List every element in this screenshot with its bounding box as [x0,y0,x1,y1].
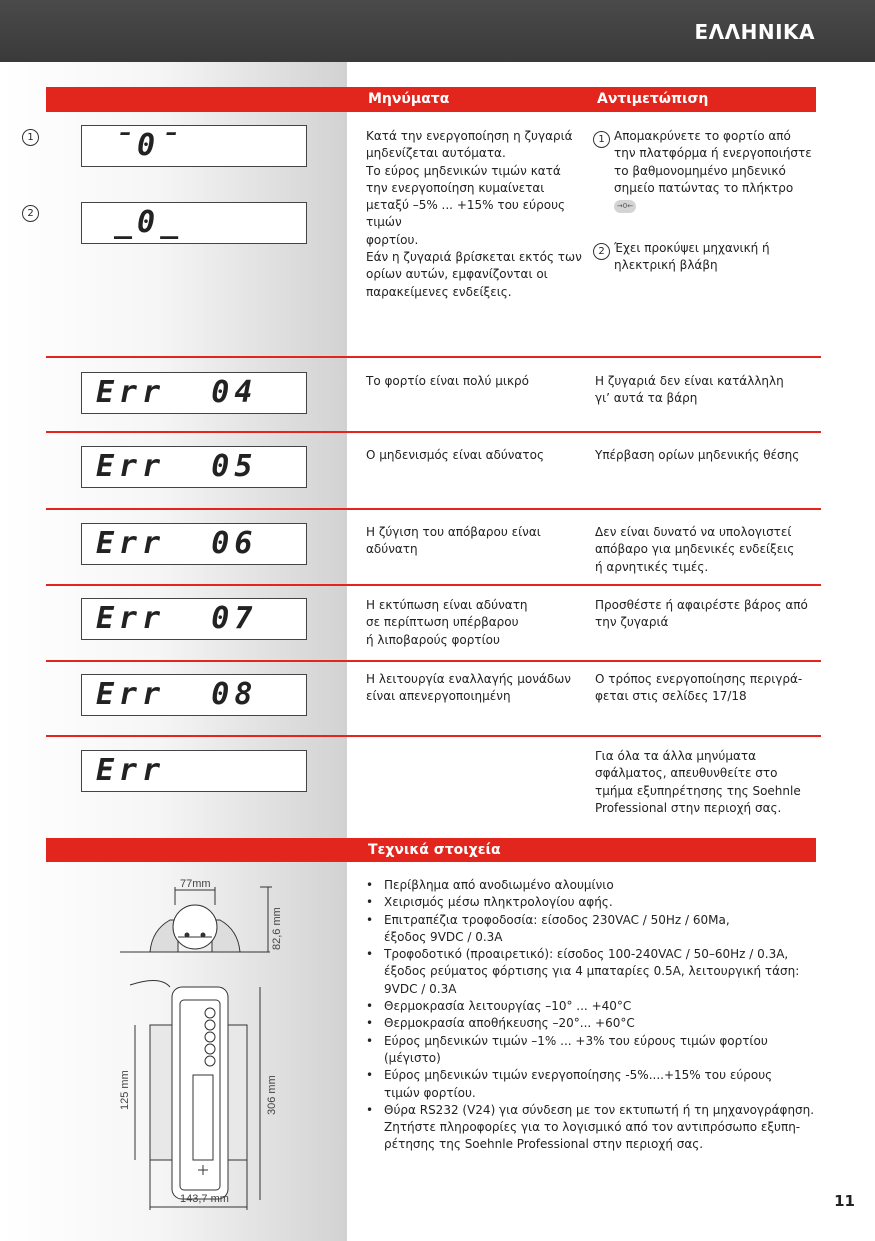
lcd-text: Err 06 [96,526,258,561]
text-line: Έχει προκύψει μηχανική ή [614,241,770,255]
err-04-remedy [595,373,820,408]
text-line: ή λιποβαρούς φορτίου [366,632,500,647]
dim-top-width: 77mm [180,878,211,890]
lcd-text: Err 08 [96,677,258,712]
err-05-remedy [595,447,820,464]
table-header-bar [46,87,816,112]
text-line: Εάν η ζυγαριά βρίσκεται εκτός των [366,250,582,265]
spec-item: • Θύρα RS232 (V24) για σύνδεση με τον εκτυπωτή ή τη μηχανογράφηση. Ζητήστε πληροφορίες για το λογισμικό από τον αντιπρόσωπο εξυπη- ρέτησης της Soehnle Professional στην περιοχή σας. [366,1102,826,1154]
lcd-text-2: _0_ [114,205,184,240]
lcd-err-generic [81,750,307,792]
col-remedy-header: Αντιμετώπιση [597,91,709,107]
remedy-marker-1: 1 [593,131,610,148]
err-06-message [366,524,586,559]
col-messages-header: Μηνύματα [368,91,450,107]
spec-item: • Επιτραπέζια τροφοδοσία: είσοδος 230VAC / 50Hz / 60Ma, έξοδος 9VDC / 0.3A [366,912,826,947]
dim-length: 306 mm [266,1075,278,1115]
text-line: μηδενίζεται αυτόματα. [366,146,506,161]
row-divider [46,508,821,510]
header-bar [0,0,875,62]
lcd-text-1: ¯0¯ [114,128,184,163]
row-divider [46,660,821,662]
text-line: την ζυγαριά [595,615,669,630]
text-line: σε περίπτωση υπέρβαρου [366,615,519,630]
text-line: την ενεργοποίηση κυμαίνεται [366,180,545,195]
err-04-message [366,373,586,390]
spec-item: • Εύρος μηδενικών τιμών ενεργοποίησης -5%....+15% του εύρους τιμών φορτίου. [366,1067,826,1102]
dim-depth: 125 mm [119,1070,131,1110]
text-line: Η λειτουργία εναλλαγής μονάδων [366,672,571,686]
spec-item: • Περίβλημα από ανοδιωμένο αλουμίνιο [366,877,826,894]
first-remedy-2 [614,240,824,275]
lcd-err-05 [81,446,307,488]
lcd-text: Err 07 [96,601,258,636]
lcd-err-08 [81,674,307,716]
err-08-message [366,671,586,706]
text-line: ορίων αυτών, εμφανίζονται οι [366,267,548,282]
spec-item: • Θερμοκρασία αποθήκευσης –20°... +60°C [366,1015,826,1032]
err-08-remedy [595,671,820,706]
lcd-display-1 [81,125,307,167]
text-line: σφάλματος, απευθυνθείτε στο [595,766,778,781]
err-07-remedy [595,597,820,632]
spec-item: • Χειρισμός μέσω πληκτρολογίου αφής. [366,894,826,911]
side-profile [120,887,272,952]
spec-list [366,877,826,1154]
err-06-remedy [595,524,820,576]
marker-2: 2 [22,205,39,222]
spec-item: • Θερμοκρασία λειτουργίας –10° ... +40°C [366,998,826,1015]
lcd-text: Err [96,753,166,788]
lcd-err-06 [81,523,307,565]
text-line: Η ζυγαριά δεν είναι κατάλληλη [595,374,784,388]
dimension-drawing [100,875,290,1215]
text-line: Δεν είναι δυνατό να υπολογιστεί [595,525,792,539]
text-line: Η ζύγιση του απόβαρου είναι [366,525,541,539]
row-divider [46,356,821,358]
text-line: μεταξύ –5% ... +15% του εύρους [366,198,566,213]
text-line: την πλατφόρμα ή ενεργοποιήστε [614,146,812,161]
text-line: το βαθμονομημένο μηδενικό [614,163,786,178]
err-generic-remedy [595,748,820,817]
text-line: φορτίου. [366,232,419,247]
text-line: φεται στις σελίδες 17/18 [595,689,747,704]
page-number: 11 [834,1192,855,1210]
spec-item: • Εύρος μηδενικών τιμών –1% ... +3% του εύρους τιμών φορτίου (μέγιστο) [366,1033,826,1068]
text-line: Το φορτίο είναι πολύ μικρό [366,374,529,388]
text-line: γι’ αυτά τα βάρη [595,391,698,406]
lcd-err-04 [81,372,307,414]
dim-height: 82,6 mm [271,907,283,950]
spec-item: • Τροφοδοτικό (προαιρετικό): είσοδος 100-240VAC / 50–60Hz / 0.3A, έξοδος ρεύματος φόρτισης για 4 μπαταρίες 0.5A, λειτουργική τάση: 9VDC / 0.3A [366,946,826,998]
lcd-display-2 [81,202,307,244]
zero-key-icon: →0← [614,200,636,213]
err-05-message [366,447,586,464]
text-line: Ο μηδενισμός είναι αδύνατος [366,448,544,462]
text-line: τιμών [366,215,402,230]
text-line: Υπέρβαση ορίων μηδενικής θέσης [595,448,800,462]
err-07-message [366,597,586,649]
row-divider [46,584,821,586]
lcd-text: Err 04 [96,375,258,410]
text-line: Η εκτύπωση είναι αδύνατη [366,598,528,612]
text-line: τμήμα εξυπηρέτησης της Soehnle [595,783,801,798]
row-divider [46,735,821,737]
text-line: Professional στην περιοχή σας. [595,800,782,815]
text-line: σημείο πατώντας το πλήκτρο [614,180,794,195]
text-line: Προσθέστε ή αφαιρέστε βάρος από [595,598,808,612]
plan-view [130,980,260,1210]
text-line: ηλεκτρική βλάβη [614,258,718,273]
dim-bottom-width: 143,7 mm [180,1193,229,1205]
text-line: απόβαρο για μηδενικές ενδείξεις [595,542,795,557]
first-message-text [366,128,586,301]
text-line: αδύνατη [366,542,418,557]
tech-header-bar [46,838,816,862]
text-line: Το εύρος μηδενικών τιμών κατά [366,163,561,178]
tech-title: Τεχνικά στοιχεία [368,842,501,858]
marker-1: 1 [22,129,39,146]
text-line: Ο τρόπος ενεργοποίησης περιγρά- [595,672,803,686]
text-line: παρακείμενες ενδείξεις. [366,284,512,299]
lcd-text: Err 05 [96,449,258,484]
lcd-err-07 [81,598,307,640]
text-line: Για όλα τα άλλα μηνύματα [595,749,756,763]
text-line: Κατά την ενεργοποίηση η ζυγαριά [366,129,573,143]
remedy-marker-2: 2 [593,243,610,260]
text-line: ή αρνητικές τιμές. [595,559,709,574]
row-divider [46,431,821,433]
language-label: ΕΛΛΗΝΙΚΑ [694,20,815,44]
first-remedy-1 [614,128,824,215]
text-line: είναι απενεργοποιημένη [366,689,511,704]
text-line: Απομακρύνετε το φορτίο από [614,129,791,143]
